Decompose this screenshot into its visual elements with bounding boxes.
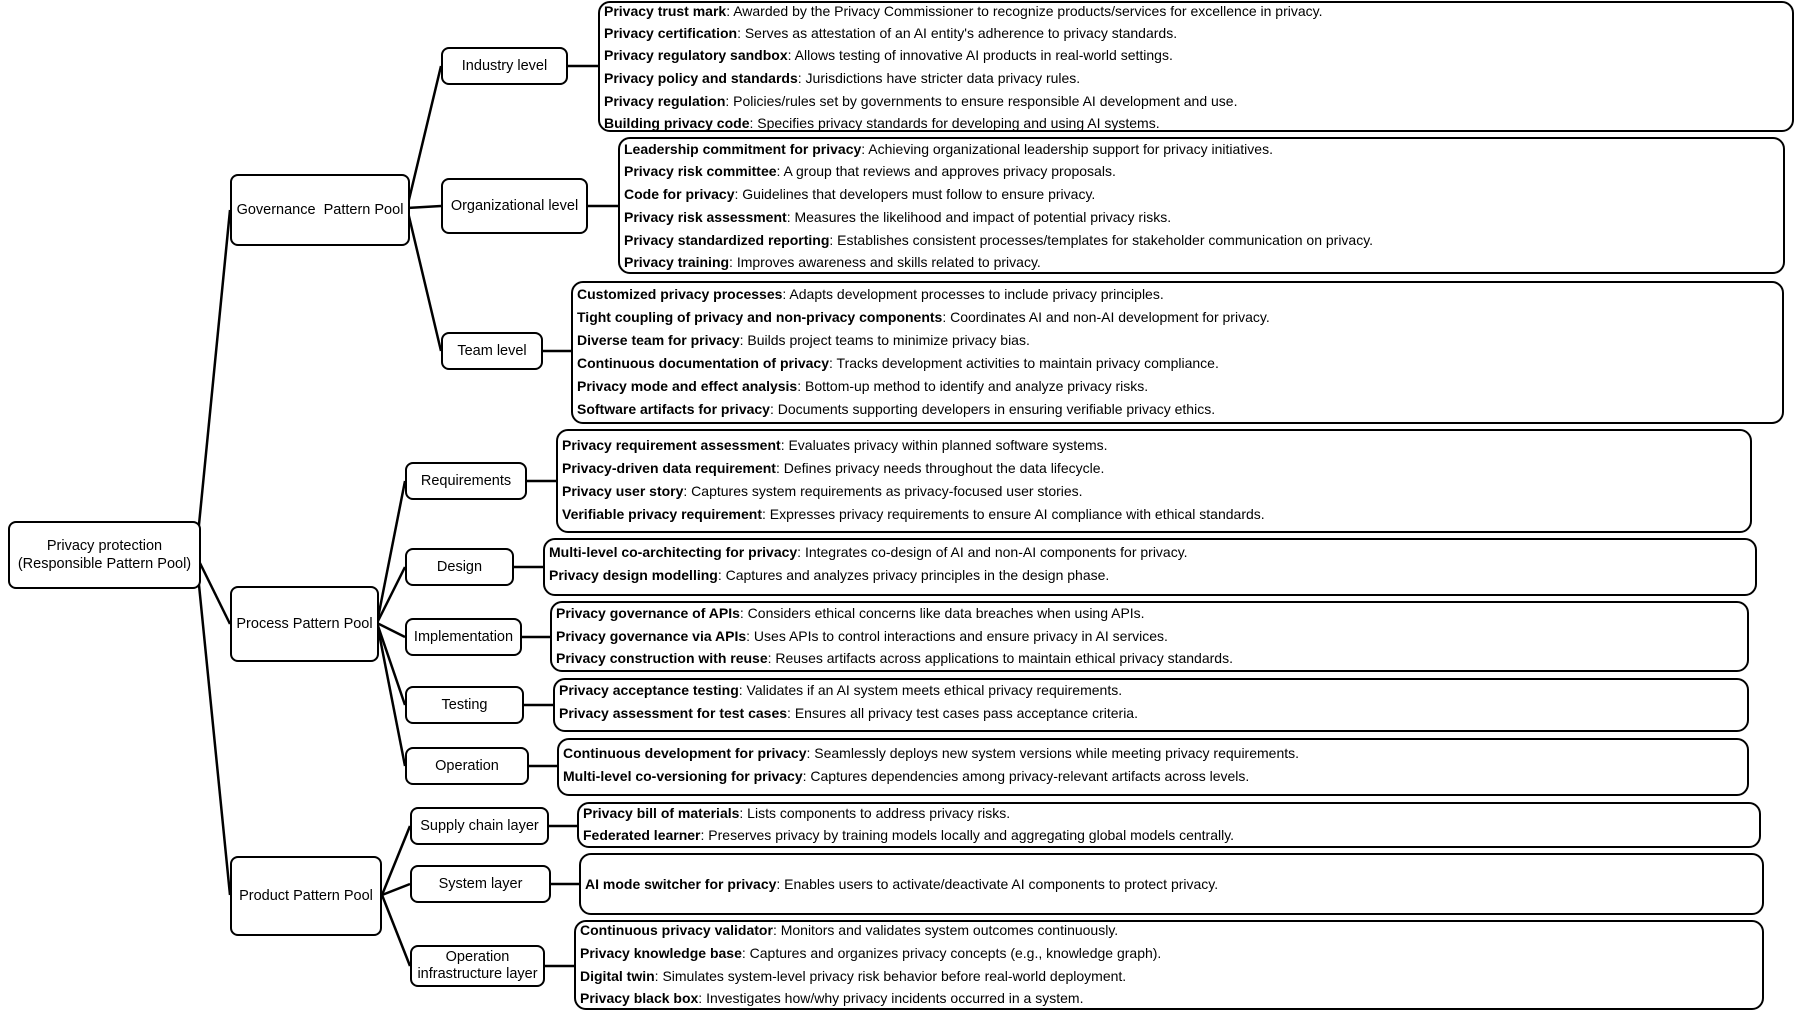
connector-process-testing	[377, 623, 405, 705]
organizational-level-node	[441, 178, 588, 234]
connector-root-governance	[196, 210, 230, 555]
operation-infrastructure-patterns-box	[574, 920, 1764, 1010]
pattern-item: Software artifacts for privacy: Documents supporting developers in ensuring verifiable privacy ethics.	[577, 401, 1216, 417]
pattern-item: Continuous development for privacy: Seamlessly deploys new system versions while meeting privacy requirements.	[563, 745, 1300, 761]
pattern-item: Multi-level co-versioning for privacy: Captures dependencies among privacy-relevant artifacts across levels.	[563, 768, 1250, 784]
industry-level-node	[441, 47, 568, 85]
pattern-item: Multi-level co-architecting for privacy: Integrates co-design of AI and non-AI components for privacy.	[549, 544, 1188, 560]
industry-patterns-box	[598, 1, 1794, 132]
supply-chain-layer-label: Supply chain layer	[420, 817, 539, 834]
system-patterns-box	[579, 853, 1764, 915]
supply-chain-patterns-box	[577, 802, 1761, 848]
system-layer-label: System layer	[438, 875, 523, 892]
pattern-item: Tight coupling of privacy and non-privacy components: Coordinates AI and non-AI development for privacy.	[577, 309, 1270, 325]
operation-infrastructure-label-line2: infrastructure layer	[417, 966, 538, 982]
connector-root-process	[196, 555, 230, 624]
supply-chain-layer-node	[410, 807, 549, 845]
pattern-item: Continuous documentation of privacy: Tracks development activities to maintain privacy compliance.	[577, 355, 1219, 371]
design-node	[405, 548, 514, 586]
implementation-node	[405, 618, 522, 656]
connector-governance-organizational	[407, 206, 441, 208]
organizational-level-label: Organizational level	[450, 197, 579, 214]
team-level-node	[441, 332, 543, 370]
pattern-item: Customized privacy processes: Adapts development processes to include privacy principles.	[577, 286, 1164, 302]
operation-infrastructure-label-line1: Operation	[445, 949, 510, 966]
connector-process-requirements	[377, 481, 405, 623]
pattern-item: Code for privacy: Guidelines that developers must follow to ensure privacy.	[624, 186, 1096, 202]
team-patterns-box	[571, 281, 1784, 424]
requirements-patterns-box	[556, 429, 1752, 533]
testing-patterns-box	[553, 678, 1749, 732]
pattern-item: Privacy governance of APIs: Considers ethical concerns like data breaches when using APIs.	[556, 605, 1145, 621]
requirements-node	[405, 462, 527, 500]
pattern-item: Digital twin: Simulates system-level privacy risk behavior before real-world deployment.	[580, 968, 1127, 984]
implementation-patterns-box	[550, 601, 1749, 672]
connector-governance-team	[407, 208, 441, 351]
pattern-item: Privacy trust mark: Awarded by the Privacy Commissioner to recognize products/services for excellence in privacy.	[604, 3, 1323, 19]
industry-level-label: Industry level	[461, 57, 548, 74]
pattern-item: Privacy assessment for test cases: Ensures all privacy test cases pass acceptance criteria.	[559, 705, 1138, 721]
pattern-item: Privacy requirement assessment: Evaluates privacy within planned software systems.	[562, 437, 1108, 453]
pattern-item: Privacy regulatory sandbox: Allows testing of innovative AI products in real-world settings.	[604, 47, 1173, 63]
root-title: Privacy protection	[46, 537, 163, 554]
team-level-label: Team level	[457, 342, 527, 359]
pattern-item: Privacy design modelling: Captures and analyzes privacy principles in the design phase.	[549, 567, 1110, 583]
pattern-item: Verifiable privacy requirement: Expresses privacy requirements to ensure AI compliance with ethical standards.	[562, 506, 1265, 522]
pattern-item: Privacy risk assessment: Measures the likelihood and impact of potential privacy risks.	[624, 209, 1172, 225]
pattern-item: Continuous privacy validator: Monitors and validates system outcomes continuously.	[580, 922, 1119, 938]
root-subtitle: (Responsible Pattern Pool)	[17, 556, 192, 572]
connector-product-system	[382, 884, 410, 895]
pattern-item: Leadership commitment for privacy: Achieving organizational leadership support for privacy initiatives.	[624, 141, 1273, 157]
pattern-item: Federated learner: Preserves privacy by training models locally and aggregating global models centrally.	[583, 827, 1235, 843]
design-label: Design	[436, 558, 483, 575]
connector-product-supply	[382, 826, 410, 895]
governance-pool-label: Governance Pattern Pool	[236, 201, 404, 218]
pattern-item: Privacy policy and standards: Jurisdictions have stricter data privacy rules.	[604, 70, 1081, 86]
organizational-patterns-box	[618, 137, 1785, 274]
connector-process-operation	[377, 623, 405, 766]
connector-governance-industry	[407, 66, 441, 208]
pattern-item: Privacy training: Improves awareness and skills related to privacy.	[624, 254, 1041, 270]
pattern-item: Privacy governance via APIs: Uses APIs to control interactions and ensure privacy in AI services.	[556, 628, 1168, 644]
operation-patterns-box	[557, 738, 1749, 796]
operation-label: Operation	[435, 757, 499, 774]
pattern-item: Privacy mode and effect analysis: Bottom-up method to identify and analyze privacy risks.	[577, 378, 1149, 394]
implementation-label: Implementation	[413, 628, 514, 645]
pattern-item: Privacy black box: Investigates how/why privacy incidents occurred in a system.	[580, 990, 1084, 1006]
pattern-item: Diverse team for privacy: Builds project teams to minimize privacy bias.	[577, 332, 1030, 348]
system-layer-node	[410, 865, 551, 903]
pattern-item: Privacy-driven data requirement: Defines privacy needs throughout the data lifecycle.	[562, 460, 1105, 476]
process-pool-label: Process Pattern Pool	[236, 615, 373, 632]
pattern-item: Privacy construction with reuse: Reuses artifacts across applications to maintain ethical privacy standards.	[556, 650, 1233, 666]
product-pool-label: Product Pattern Pool	[239, 887, 373, 904]
pattern-item: Privacy bill of materials: Lists components to address privacy risks.	[583, 805, 1011, 821]
pattern-item: AI mode switcher for privacy: Enables users to activate/deactivate AI components to protect privacy.	[585, 876, 1219, 892]
connector-process-design	[377, 567, 405, 623]
pattern-item: Privacy acceptance testing: Validates if an AI system meets ethical privacy requirements.	[559, 682, 1123, 698]
design-patterns-box	[543, 538, 1757, 596]
connector-root-product	[196, 555, 230, 895]
pattern-item: Privacy risk committee: A group that reviews and approves privacy proposals.	[624, 163, 1116, 179]
pattern-item: Privacy knowledge base: Captures and organizes privacy concepts (e.g., knowledge graph).	[580, 945, 1162, 961]
pattern-item: Privacy user story: Captures system requirements as privacy-focused user stories.	[562, 483, 1083, 499]
root-node	[8, 521, 201, 589]
operation-node	[405, 747, 529, 785]
requirements-label: Requirements	[420, 472, 512, 489]
connector-product-opinfra	[382, 895, 410, 966]
testing-node	[405, 686, 524, 724]
pattern-item: Privacy regulation: Policies/rules set by governments to ensure responsible AI development and use.	[604, 93, 1238, 109]
pattern-item: Privacy standardized reporting: Establishes consistent processes/templates for stakeholder communication on privacy.	[624, 232, 1374, 248]
connector-process-implementation	[377, 623, 405, 637]
testing-label: Testing	[441, 696, 488, 713]
operation-infrastructure-layer-node	[410, 945, 545, 987]
product-pool-node	[230, 856, 382, 936]
governance-pool-node	[230, 174, 410, 246]
pattern-item: Privacy certification: Serves as attestation of an AI entity's adherence to privacy standards.	[604, 25, 1178, 41]
process-pool-node	[230, 586, 379, 662]
pattern-item: Building privacy code: Specifies privacy standards for developing and using AI systems.	[604, 115, 1160, 131]
